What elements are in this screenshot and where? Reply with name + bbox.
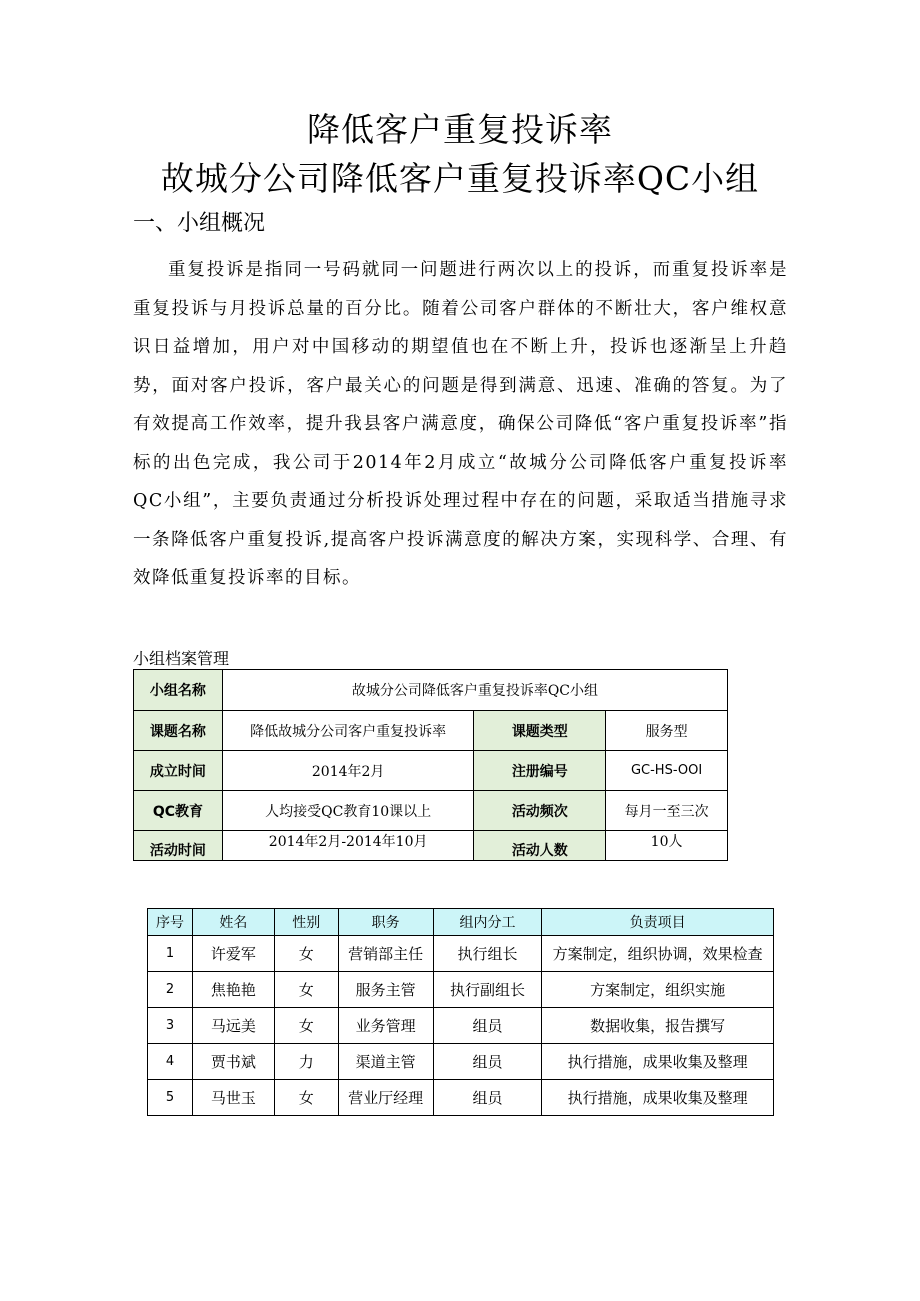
document-title: 降低客户重复投诉率 [307,110,613,149]
member-gender: 女 [274,1080,338,1116]
member-index: 3 [148,1008,193,1044]
table-row [148,1080,774,1116]
member-gender: 女 [274,1008,338,1044]
member-responsibility: 方案制定，组织实施 [542,972,774,1008]
col-header-position: 职务 [338,909,433,936]
member-position: 营业厅经理 [338,1080,433,1116]
member-name: 马远美 [192,1008,274,1044]
table-row [134,751,728,791]
member-responsibility: 执行措施，成果收集及整理 [542,1080,774,1116]
member-role: 组员 [433,1044,542,1080]
founded-label: 成立时间 [134,751,223,791]
qc-edu-value: 人均接受QC教育10课以上 [222,791,474,831]
col-header-role: 组内分工 [433,909,542,936]
member-gender: 女 [274,972,338,1008]
member-position: 营销部主任 [338,936,433,972]
table-row [148,1044,774,1080]
topic-name-label: 课题名称 [134,711,223,751]
member-name: 马世玉 [192,1080,274,1116]
member-name: 许爱军 [192,936,274,972]
member-index: 4 [148,1044,193,1080]
member-responsibility: 数据收集，报告撰写 [542,1008,774,1044]
reg-no-label: 注册编号 [474,751,606,791]
topic-name-value: 降低故城分公司客户重复投诉率 [222,711,474,751]
member-role: 组员 [433,1008,542,1044]
member-role: 组员 [433,1080,542,1116]
table-row [134,831,728,861]
member-gender: 女 [274,936,338,972]
section-heading: 一、小组概况 [133,211,266,236]
member-role: 执行组长 [433,936,542,972]
member-responsibility: 执行措施，成果收集及整理 [542,1044,774,1080]
count-value: 10人 [606,831,728,861]
member-position: 渠道主管 [338,1044,433,1080]
period-value: 2014年2月-2014年10月 [222,831,474,861]
group-info-table [133,669,728,861]
member-index: 5 [148,1080,193,1116]
col-header-gender: 性别 [274,909,338,936]
period-label: 活动时间 [134,831,223,861]
col-header-index: 序号 [148,909,193,936]
reg-no-value: GC-HS-OOI [606,751,728,791]
member-position: 业务管理 [338,1008,433,1044]
table-row [148,1008,774,1044]
member-gender: 力 [274,1044,338,1080]
topic-type-value: 服务型 [606,711,728,751]
document-subtitle: 故城分公司降低客户重复投诉率QC小组 [160,159,760,198]
topic-type-label: 课题类型 [474,711,606,751]
member-name: 焦艳艳 [192,972,274,1008]
count-label: 活动人数 [474,831,606,861]
table-row [134,711,728,751]
freq-value: 每月一至三次 [606,791,728,831]
member-responsibility: 方案制定，组织协调，效果检查 [542,936,774,972]
table-row [134,791,728,831]
member-name: 贾书斌 [192,1044,274,1080]
intro-paragraph: 重复投诉是指同一号码就同一问题进行两次以上的投诉，而重复投诉率是重复投诉与月投诉总量的百分比。随着公司客户群体的不断壮大，客户维权意识日益增加，用户对中国移动的期望值也在不断上升，投诉也逐渐呈上升趋势，面对客户投诉，客户最关心的问题是得到满意、迅速、准确的答复。为了有效提高工作效率，提升我县客户满意度，确保公司降低“客户重复投诉率”指标的出色完成，我公司于2014年2月成立“故城分公司降低客户重复投诉率QC小组”，主要负责通过分析投诉处理过程中存在的问题，采取适当措施寻求一条降低客户重复投诉,提高客户投诉满意度的解决方案，实现科学、合理、有效降低重复投诉率的目标。 [133,260,788,588]
group-name-value: 故城分公司降低客户重复投诉率QC小组 [222,670,727,711]
members-table [147,908,774,1116]
table-row [134,670,728,711]
qc-edu-label: QC教育 [134,791,223,831]
table-caption: 小组档案管理 [133,649,230,668]
member-role: 执行副组长 [433,972,542,1008]
member-position: 服务主管 [338,972,433,1008]
freq-label: 活动频次 [474,791,606,831]
col-header-name: 姓名 [192,909,274,936]
table-row [148,936,774,972]
founded-value: 2014年2月 [222,751,474,791]
table-row [148,972,774,1008]
member-index: 1 [148,936,193,972]
col-header-responsibility: 负责项目 [542,909,774,936]
table-header-row [148,909,774,936]
group-name-label: 小组名称 [134,670,223,711]
member-index: 2 [148,972,193,1008]
